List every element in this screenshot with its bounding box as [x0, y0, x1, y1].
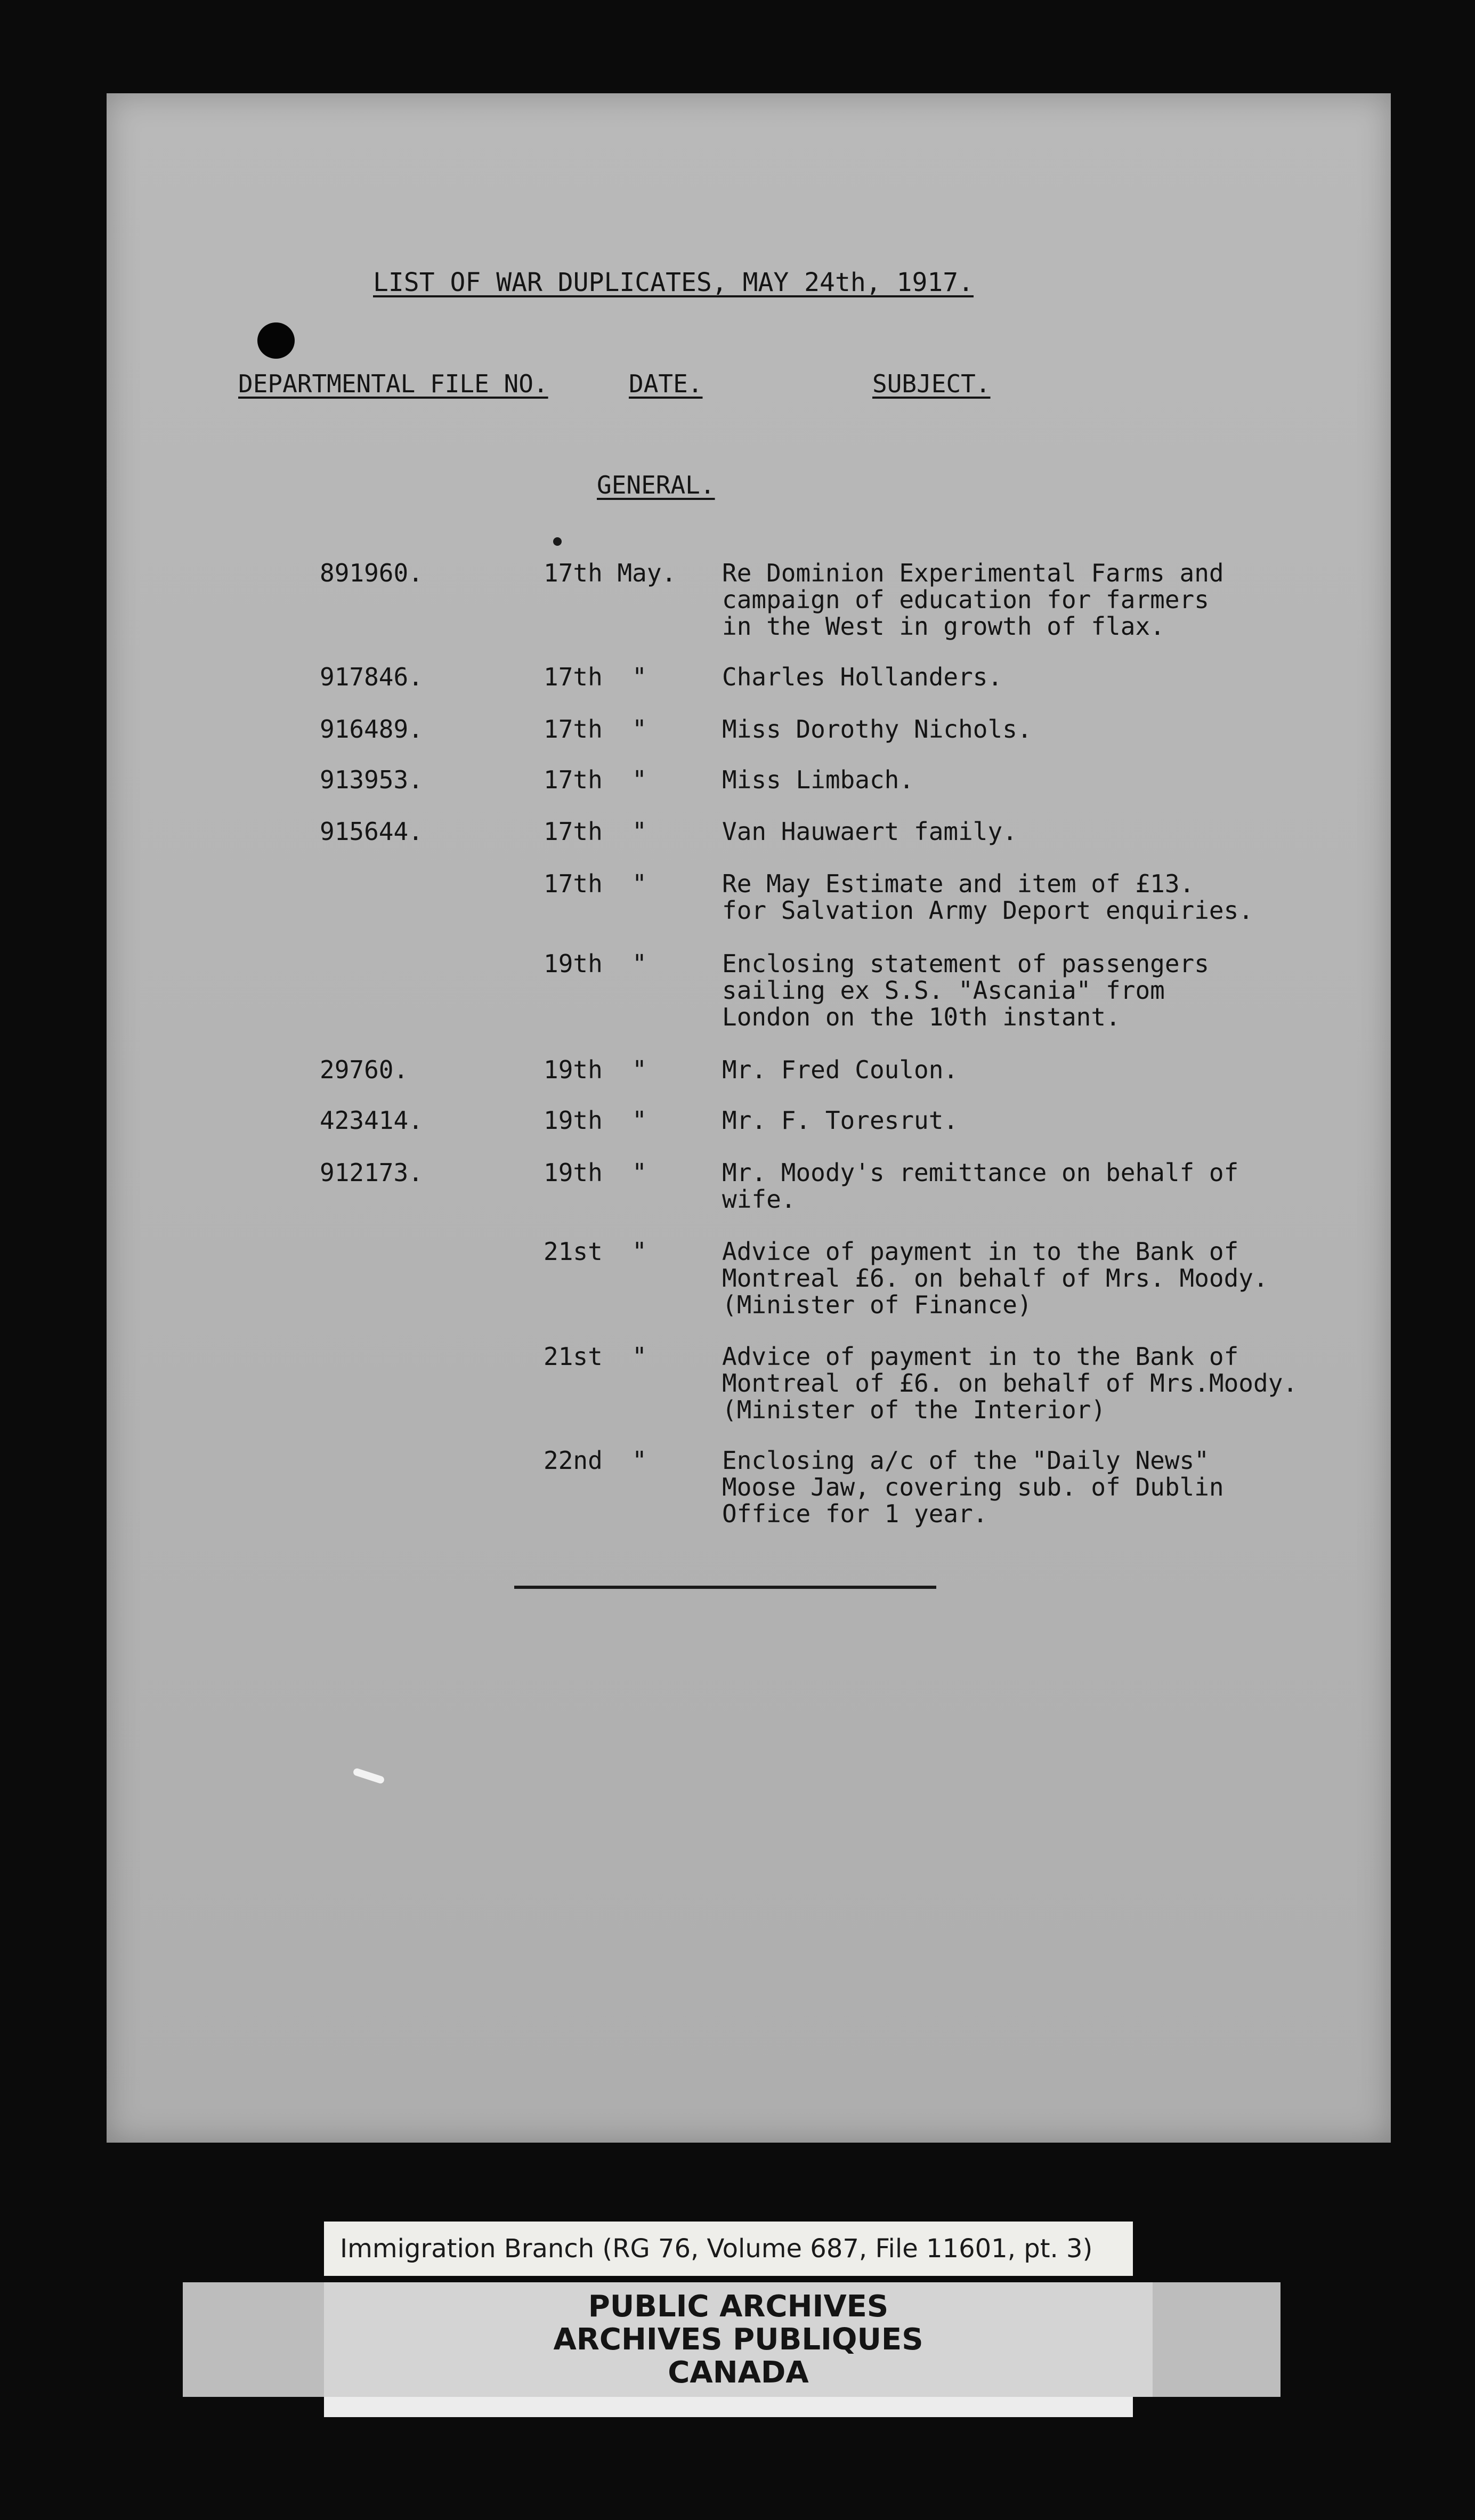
entry-date: 19th " [544, 949, 647, 978]
closing-rule [514, 1586, 936, 1589]
entry-date: 17th " [544, 663, 647, 691]
entry-date: 17th " [544, 715, 647, 744]
entry-date: 21st " [544, 1237, 647, 1266]
label-strip-bottom [324, 2397, 1133, 2417]
stamp-line-2: ARCHIVES PUBLIQUES [553, 2322, 923, 2357]
entry-file-no: 913953. [320, 765, 423, 794]
entry-date: 21st " [544, 1342, 647, 1371]
entry-file-no: 915644. [320, 817, 423, 846]
ink-mark [553, 537, 562, 546]
entry-subject: Enclosing statement of passengers sailing ex S.S. "Ascania" from London on the 10th instant. [722, 949, 1209, 1031]
entry-date: 19th " [544, 1055, 647, 1084]
entry-subject: Re May Estimate and item of £13. for Salvation Army Deport enquiries. [722, 869, 1253, 925]
entry-file-no: 29760. [320, 1055, 409, 1084]
entry-file-no: 423414. [320, 1106, 423, 1135]
entry-subject: Miss Dorothy Nichols. [722, 715, 1032, 744]
entry-file-no: 917846. [320, 663, 423, 691]
entry-date: 19th " [544, 1106, 647, 1135]
entry-subject: Mr. F. Toresrut. [722, 1106, 959, 1135]
entry-file-no: 916489. [320, 715, 423, 744]
stamp-side-right [1153, 2282, 1281, 2397]
entry-subject: Re Dominion Experimental Farms and campaign of education for farmers in the West in growth of flax. [722, 559, 1224, 641]
entry-subject: Charles Hollanders. [722, 663, 1003, 691]
archive-stamp [183, 2282, 1281, 2397]
entry-file-no: 891960. [320, 559, 423, 587]
header-subject: SUBJECT. [872, 369, 991, 398]
header-file-no: DEPARTMENTAL FILE NO. [238, 369, 548, 398]
entry-subject: Mr. Fred Coulon. [722, 1055, 959, 1084]
entry-file-no: 912173. [320, 1158, 423, 1187]
punch-hole [257, 322, 295, 359]
entry-subject: Van Hauwaert family. [722, 817, 1017, 846]
section-heading: GENERAL. [597, 471, 715, 499]
entry-date: 17th " [544, 869, 647, 898]
document-title: LIST OF WAR DUPLICATES, MAY 24th, 1917. [373, 268, 974, 297]
entry-date: 17th " [544, 817, 647, 846]
entry-subject: Advice of payment in to the Bank of Montreal £6. on behalf of Mrs. Moody. (Minister of Finance) [722, 1237, 1268, 1319]
entry-date: 17th " [544, 765, 647, 794]
entry-date: 17th May. [544, 559, 677, 587]
archive-citation: Immigration Branch (RG 76, Volume 687, File 11601, pt. 3) [324, 2222, 1133, 2276]
entry-subject: Advice of payment in to the Bank of Montreal of £6. on behalf of Mrs.Moody. (Minister of the Interior) [722, 1342, 1298, 1424]
stamp-text [324, 2282, 1153, 2397]
entry-subject: Mr. Moody's remittance on behalf of wife. [722, 1158, 1239, 1214]
entry-date: 19th " [544, 1158, 647, 1187]
stamp-side-left [183, 2282, 324, 2397]
entry-subject: Enclosing a/c of the "Daily News" Moose Jaw, covering sub. of Dublin Office for 1 year. [722, 1446, 1224, 1528]
header-date: DATE. [629, 369, 703, 398]
entry-date: 22nd " [544, 1446, 647, 1475]
stamp-line-3: CANADA [668, 2355, 809, 2390]
stamp-line-1: PUBLIC ARCHIVES [588, 2289, 889, 2324]
entry-subject: Miss Limbach. [722, 765, 914, 794]
